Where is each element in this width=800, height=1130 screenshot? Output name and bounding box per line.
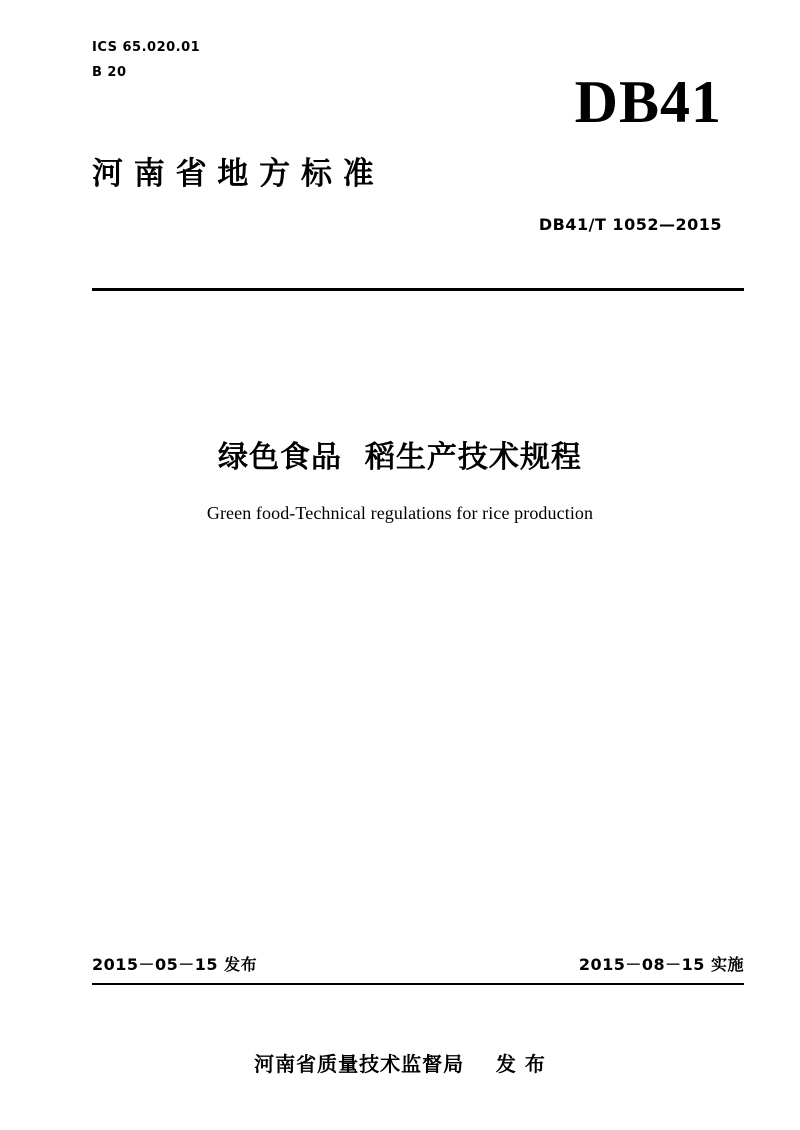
- document-title-english: Green food-Technical regulations for rice production: [206, 503, 594, 523]
- publisher-name: 河南省质量技术监督局 发 布: [254, 1052, 546, 1076]
- standard-number: DB41/T 1052—2015: [538, 215, 722, 234]
- ics-code: ICS 65.020.01: [92, 40, 201, 55]
- db41-logo: DB41: [574, 69, 722, 135]
- footer-divider: [92, 983, 744, 985]
- province-standard-title: 河 南 省 地 方 标 准: [92, 156, 374, 192]
- issue-date: 2015－05－15 发布: [92, 955, 258, 974]
- date-row: [92, 952, 744, 982]
- effective-date: 2015－08－15 实施: [578, 955, 744, 974]
- document-title-chinese: 绿色食品 稻生产技术规程: [218, 440, 582, 475]
- ics-block: [92, 36, 200, 85]
- header-divider: [92, 288, 744, 291]
- classification-code: B 20: [92, 64, 127, 80]
